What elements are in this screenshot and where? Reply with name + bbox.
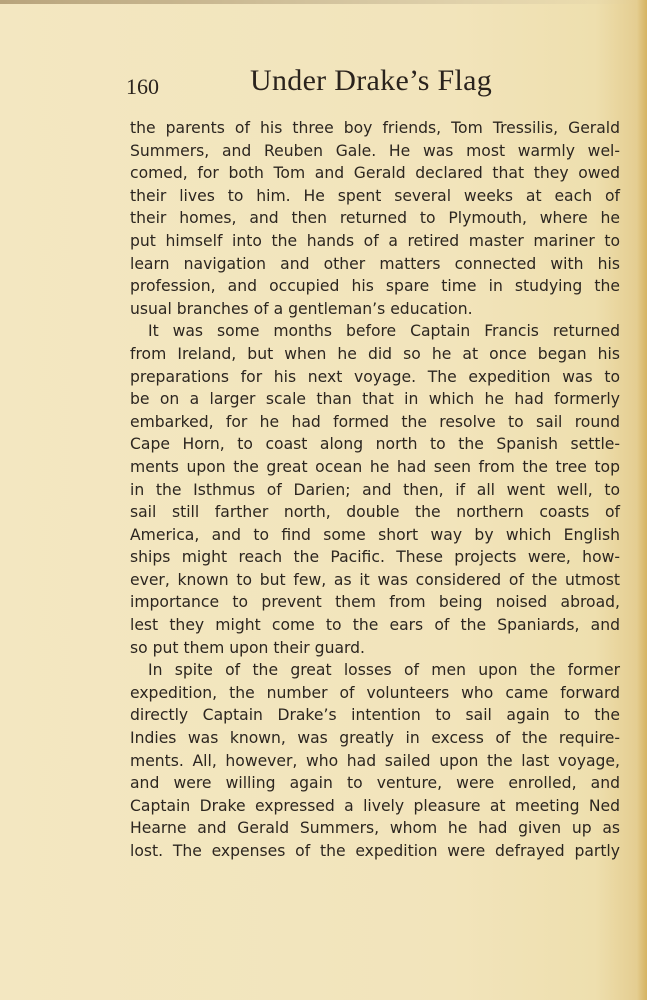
text-line: ments upon the great ocean he had seen from the tree top [130, 457, 620, 476]
text-line: expedition, the number of volunteers who came forward [130, 683, 620, 702]
text-line: comed, for both Tom and Gerald declared that they owed [130, 164, 620, 183]
text-line: In spite of the great losses of men upon the former [148, 661, 620, 680]
text-line: ever, known to but few, as it was considered of the utmost [130, 570, 620, 589]
body-text [130, 117, 620, 863]
text-line: lest they might come to the ears of the Spaniards, and [130, 616, 620, 635]
text-line: sail still farther north, double the northern coasts of [130, 503, 620, 522]
text-line: from Ireland, but when he did so he at once began his [130, 344, 620, 363]
text-line: usual branches of a gentleman’s education. [130, 299, 473, 318]
text-line: Indies was known, was greatly in excess of the require- [130, 729, 620, 748]
running-title: Under Drake’s Flag [250, 64, 493, 97]
text-line: profession, and occupied his spare time in studying the [130, 277, 620, 296]
page-header [0, 62, 647, 106]
text-line: preparations for his next voyage. The expedition was to [130, 367, 620, 386]
text-line: learn navigation and other matters connected with his [130, 254, 620, 273]
text-line: Summers, and Reuben Gale. He was most warmly wel- [130, 141, 620, 160]
text-line: be on a larger scale than that in which he had formerly [130, 390, 620, 409]
text-line: directly Captain Drake’s intention to sail again to the [130, 706, 620, 725]
text-line: so put them upon their guard. [130, 638, 365, 657]
text-line: in the Isthmus of Darien; and then, if all went well, to [130, 480, 620, 499]
text-line: importance to prevent them from being noised abroad, [130, 593, 620, 612]
text-line: Cape Horn, to coast along north to the Spanish settle- [130, 435, 620, 454]
text-line: their lives to him. He spent several weeks at each of [130, 186, 620, 205]
text-line: Hearne and Gerald Summers, whom he had given up as [130, 819, 620, 838]
text-line: ships might reach the Pacific. These projects were, how- [130, 548, 620, 567]
text-line: ments. All, however, who had sailed upon the last voyage, [130, 751, 620, 770]
text-line: lost. The expenses of the expedition were defrayed partly [130, 842, 620, 860]
text-line: America, and to find some short way by which English [130, 525, 620, 544]
page-right-edge [637, 0, 647, 1000]
text-line: It was some months before Captain Francis returned [148, 322, 620, 341]
page-number: 160 [126, 74, 159, 99]
page-top-edge [0, 0, 640, 4]
text-line: put himself into the hands of a retired master mariner to [130, 231, 620, 250]
text-line: their homes, and then returned to Plymouth, where he [130, 209, 620, 228]
text-line: Captain Drake expressed a lively pleasure at meeting Ned [130, 796, 620, 815]
text-line: the parents of his three boy friends, Tom Tressilis, Gerald [130, 119, 620, 137]
text-line: and were willing again to venture, were enrolled, and [130, 774, 620, 793]
text-line: embarked, for he had formed the resolve to sail round [130, 412, 620, 431]
